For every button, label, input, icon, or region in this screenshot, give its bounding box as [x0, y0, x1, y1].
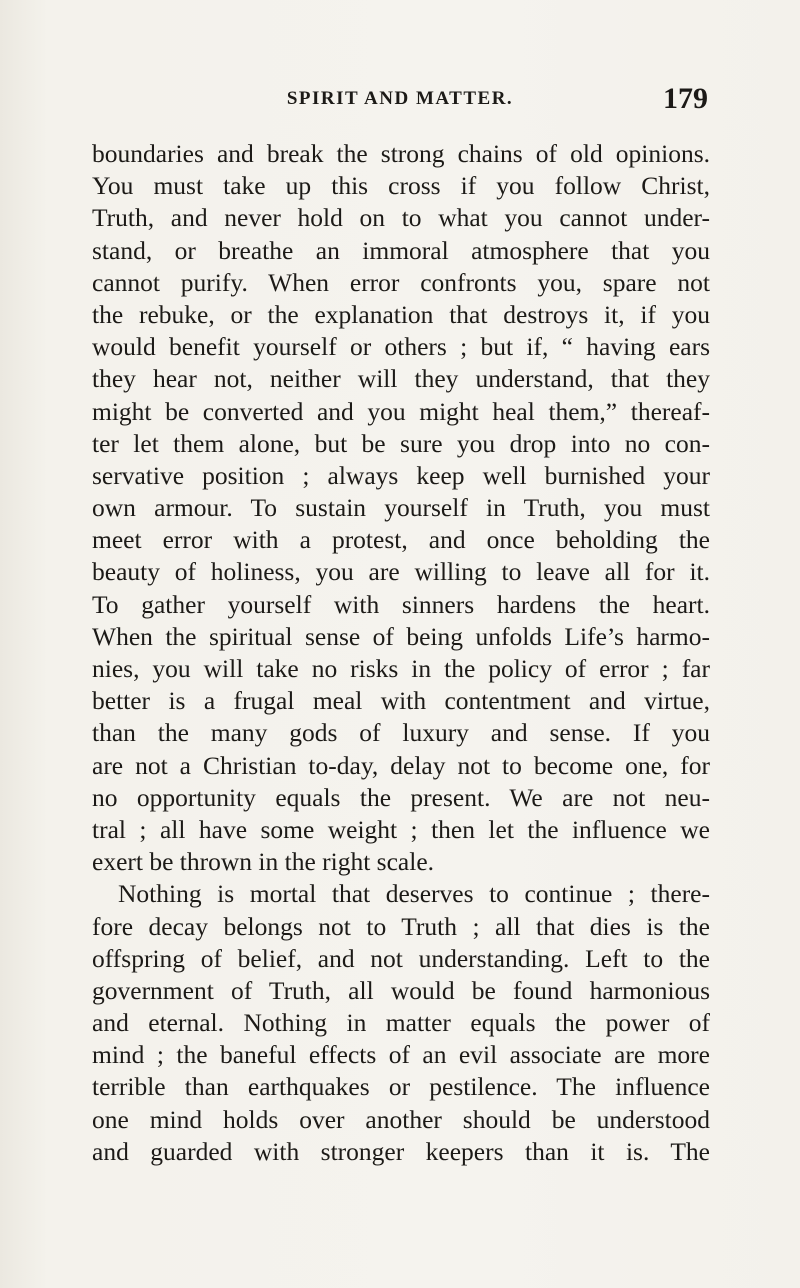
text-line: ter let them alone, but be sure you drop into no con- [92, 428, 710, 458]
text-line: offspring of belief, and not understanding. Left to the [92, 943, 710, 973]
text-line: You must take up this cross if you follow Christ, [92, 171, 710, 201]
text-line: terrible than earthquakes or pestilence. The influence [92, 1072, 710, 1102]
text-line: Nothing is mortal that deserves to continue ; there- [118, 879, 710, 909]
text-line: stand, or breathe an immoral atmosphere that you [92, 235, 710, 265]
text-line: fore decay belongs not to Truth ; all that dies is the [92, 911, 710, 941]
text-line: would benefit yourself or others ; but if, “ having ears [92, 332, 710, 362]
text-line: they hear not, neither will they understand, that they [92, 364, 710, 394]
text-line: and eternal. Nothing in matter equals the power of [92, 1008, 710, 1038]
body-text [92, 138, 710, 1168]
text-line: boundaries and break the strong chains of old opinions. [92, 139, 710, 168]
text-line: cannot purify. When error confronts you, spare not [92, 267, 710, 297]
text-line: than the many gods of luxury and sense. If you [92, 718, 710, 748]
text-line: government of Truth, all would be found harmonious [92, 975, 710, 1005]
text-line: Truth, and never hold on to what you cannot under- [92, 203, 710, 233]
page-header [92, 82, 708, 122]
text-line: meet error with a protest, and once beholding the [92, 525, 710, 555]
text-line: servative position ; always keep well burnished your [92, 460, 710, 490]
text-line: mind ; the baneful effects of an evil associate are more [92, 1040, 710, 1070]
text-line: the rebuke, or the explanation that destroys it, if you [92, 299, 710, 329]
text-line: nies, you will take no risks in the policy of error ; far [92, 654, 710, 683]
text-line: one mind holds over another should be understood [92, 1104, 710, 1134]
page-number: 179 [663, 82, 708, 115]
text-line: exert be thrown in the right scale. [92, 847, 435, 877]
text-line: own armour. To sustain yourself in Truth, you must [92, 493, 710, 523]
text-line: tral ; all have some weight ; then let the influence we [92, 814, 710, 844]
text-line: better is a frugal meal with contentment and virtue, [92, 686, 710, 716]
text-line: and guarded with stronger keepers than it is. The [92, 1136, 710, 1166]
text-line: When the spiritual sense of being unfolds Life’s harmo- [92, 621, 710, 651]
running-title: SPIRIT AND MATTER. [286, 88, 514, 109]
text-line: beauty of holiness, you are willing to leave all for it. [92, 557, 710, 587]
text-line: might be converted and you might heal them,” thereaf- [92, 396, 710, 426]
text-line: To gather yourself with sinners hardens the heart. [92, 589, 710, 619]
text-line: are not a Christian to-day, delay not to become one, for [92, 750, 710, 780]
text-line: no opportunity equals the present. We are not neu- [92, 782, 710, 812]
